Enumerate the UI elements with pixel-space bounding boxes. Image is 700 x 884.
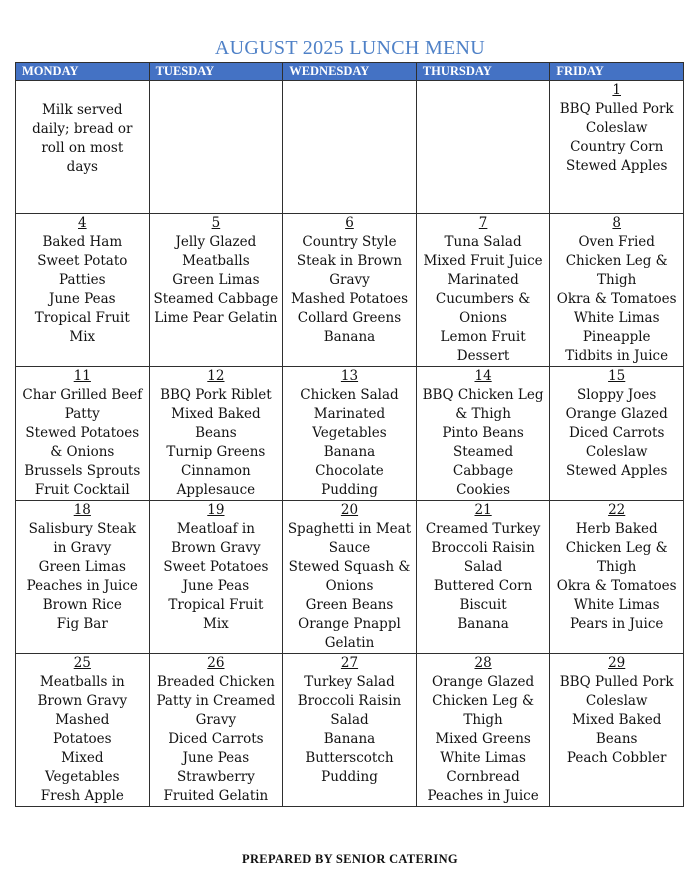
menu-item: Country Style: [302, 234, 397, 250]
menu-item: BBQ Chicken Leg: [422, 387, 544, 403]
menu-item: Banana: [323, 444, 376, 460]
menu-item: Creamed Turkey: [425, 521, 541, 537]
menu-item: & Onions: [50, 444, 115, 460]
header-wednesday: WEDNESDAY: [283, 63, 417, 81]
menu-item: Country Corn: [570, 139, 664, 155]
menu-note: Milk served daily; bread or roll on most days: [32, 102, 133, 175]
day-cell: [416, 367, 550, 501]
menu-item: Meatballs: [182, 253, 250, 269]
menu-item: Gravy: [329, 272, 370, 288]
menu-item: Thigh: [597, 272, 637, 288]
day-number: 1: [612, 82, 621, 98]
day-number: 8: [612, 215, 621, 231]
menu-item: Mashed Potatoes: [290, 291, 408, 307]
menu-item: Fruited Gelatin: [163, 788, 269, 804]
menu-item: Brown Rice: [42, 597, 122, 613]
day-number: 5: [211, 215, 221, 231]
menu-item: Oven Fried: [578, 234, 655, 250]
menu-item: Brussels Sprouts: [24, 463, 141, 479]
menu-item: Sauce: [328, 540, 371, 556]
menu-item: Stewed Squash &: [288, 559, 411, 575]
menu-item: Fruit Cocktail: [34, 482, 130, 498]
menu-item: Banana: [323, 731, 376, 747]
menu-item: Coleslaw: [585, 693, 648, 709]
menu-item: Diced Carrots: [568, 425, 665, 441]
day-cell: [550, 367, 684, 501]
week-row: [16, 214, 684, 367]
day-cell: [550, 654, 684, 807]
week-row: [16, 367, 684, 501]
menu-item: Tuna Salad: [444, 234, 522, 250]
day-number: 28: [474, 655, 492, 671]
menu-item: Patty: [64, 406, 100, 422]
menu-item: in Gravy: [53, 540, 112, 556]
menu-item: Lime Pear Gelatin: [154, 310, 278, 326]
menu-item: Diced Carrots: [168, 731, 264, 747]
menu-item: Chicken Salad: [300, 387, 399, 403]
menu-item: Fig Bar: [56, 616, 108, 632]
menu-item: Mixed Fruit Juice: [423, 253, 543, 269]
menu-item: Vegetables: [312, 425, 387, 441]
menu-item: & Thigh: [455, 406, 511, 422]
menu-item: Turkey Salad: [304, 674, 395, 690]
menu-item: Mixed Greens: [435, 731, 531, 747]
day-cell: [149, 367, 283, 501]
day-number: 7: [478, 215, 488, 231]
day-cell: [283, 214, 417, 367]
menu-item: Marinated: [447, 272, 519, 288]
menu-item: Peach Cobbler: [566, 750, 667, 766]
menu-item: Brown Gravy: [171, 540, 261, 556]
day-cell: [16, 81, 150, 214]
header-friday: FRIDAY: [550, 63, 684, 81]
menu-item: Cabbage: [452, 463, 514, 479]
menu-item: Onions: [459, 310, 507, 326]
menu-item: BBQ Pulled Pork: [559, 674, 674, 690]
day-cell: [16, 367, 150, 501]
menu-item: Biscuit: [459, 597, 507, 613]
menu-item: Okra & Tomatoes: [556, 578, 677, 594]
menu-item: Pudding: [321, 769, 378, 785]
menu-item: Mix: [203, 616, 229, 632]
menu-item: Pudding: [321, 482, 378, 498]
menu-item: Gelatin: [324, 635, 375, 651]
menu-item: White Limas: [440, 750, 526, 766]
day-cell: [149, 81, 283, 214]
menu-item: Orange Pnappl: [298, 616, 401, 632]
menu-item: Chicken Leg &: [565, 253, 668, 269]
menu-item: Okra & Tomatoes: [556, 291, 677, 307]
menu-item: Steamed Cabbage: [153, 291, 279, 307]
menu-item: Mashed: [55, 712, 110, 728]
menu-item: Chicken Leg &: [565, 540, 668, 556]
day-number: 12: [207, 368, 225, 384]
menu-item: Tropical Fruit: [168, 597, 264, 613]
menu-item: Cookies: [456, 482, 511, 498]
day-number: 27: [340, 655, 359, 671]
menu-item: Thigh: [463, 712, 503, 728]
menu-item: Banana: [323, 329, 376, 345]
header-thursday: THURSDAY: [416, 63, 550, 81]
menu-item: Baked Ham: [42, 234, 123, 250]
menu-item: Green Limas: [172, 272, 260, 288]
menu-item: Tropical Fruit: [34, 310, 130, 326]
day-cell: [283, 367, 417, 501]
menu-item: Mix: [69, 329, 96, 345]
menu-item: Green Limas: [38, 559, 126, 575]
menu-item: Peaches in Juice: [26, 578, 138, 594]
menu-item: Gravy: [195, 712, 237, 728]
day-cell: [416, 214, 550, 367]
menu-item: Collard Greens: [297, 310, 402, 326]
day-cell: [416, 501, 550, 654]
menu-item: Pinto Beans: [442, 425, 524, 441]
menu-item: Coleslaw: [585, 120, 648, 136]
day-number: 13: [340, 368, 359, 384]
day-number: 4: [78, 215, 87, 231]
menu-item: Spaghetti in Meat: [287, 521, 412, 537]
menu-item: Breaded Chicken: [157, 674, 275, 690]
week-row: [16, 81, 684, 214]
menu-item: Vegetables: [45, 769, 120, 785]
day-number: 26: [207, 655, 225, 671]
menu-item: Jelly Glazed: [175, 234, 257, 250]
day-cell: [550, 214, 684, 367]
menu-item: Beans: [195, 425, 237, 441]
footer-prepared-by: PREPARED BY SENIOR CATERING: [242, 852, 458, 866]
day-number: 11: [73, 368, 91, 384]
menu-item: Broccoli Raisin: [431, 540, 535, 556]
menu-item: Sloppy Joes: [577, 387, 657, 403]
day-cell: [416, 81, 550, 214]
menu-item: Chocolate: [315, 463, 384, 479]
header-monday: MONDAY: [16, 63, 150, 81]
day-cell: [283, 501, 417, 654]
menu-item: Potatoes: [52, 731, 112, 747]
menu-item: Pineapple: [582, 329, 651, 345]
menu-item: Mixed Baked: [171, 406, 261, 422]
day-cell: [16, 654, 150, 807]
menu-item: Applesauce: [176, 482, 256, 498]
menu-item: Orange Glazed: [565, 406, 668, 422]
day-cell: [283, 654, 417, 807]
day-number: 20: [340, 502, 359, 518]
menu-item: Char Grilled Beef: [22, 387, 143, 403]
day-number: 21: [474, 502, 492, 518]
day-cell: [149, 501, 283, 654]
menu-item: Pears in Juice: [569, 616, 664, 632]
day-cell: [16, 214, 150, 367]
menu-item: Dessert: [456, 348, 510, 364]
menu-item: Coleslaw: [585, 444, 648, 460]
menu-item: Onions: [325, 578, 374, 594]
week-row: [16, 501, 684, 654]
menu-item: White Limas: [573, 310, 660, 326]
day-cell: [149, 654, 283, 807]
day-number: 25: [73, 655, 91, 671]
menu-item: Broccoli Raisin: [297, 693, 402, 709]
menu-item: Salad: [330, 712, 369, 728]
menu-item: Steak in Brown: [296, 253, 403, 269]
menu-item: Stewed Apples: [565, 158, 668, 174]
menu-item: Salad: [463, 559, 503, 575]
header-tuesday: TUESDAY: [149, 63, 283, 81]
menu-item: Patties: [58, 272, 106, 288]
week-row: [16, 654, 684, 807]
menu-item: Meatloaf in: [176, 521, 255, 537]
weekday-header-row: [16, 63, 684, 81]
day-cell: [283, 81, 417, 214]
menu-item: Orange Glazed: [432, 674, 535, 690]
menu-item: Fresh Apple: [40, 788, 124, 804]
menu-item: Steamed: [453, 444, 514, 460]
menu-item: Peaches in Juice: [427, 788, 539, 804]
menu-item: Mixed: [61, 750, 104, 766]
menu-item: Salisbury Steak: [28, 521, 137, 537]
menu-item: Mixed Baked: [571, 712, 662, 728]
day-number: 29: [608, 655, 626, 671]
day-number: 22: [608, 502, 626, 518]
menu-item: Marinated: [313, 406, 386, 422]
menu-item: White Limas: [573, 597, 660, 613]
menu-item: June Peas: [49, 291, 116, 307]
menu-item: Patty in Creamed: [156, 693, 276, 709]
day-cell: [16, 501, 150, 654]
day-number: 19: [207, 502, 225, 518]
menu-item: Turnip Greens: [166, 444, 266, 460]
menu-item: Meatballs in: [39, 674, 125, 690]
menu-item: June Peas: [182, 750, 250, 766]
menu-item: Cinnamon: [181, 463, 251, 479]
menu-item: Lemon Fruit: [440, 329, 526, 345]
day-cell: [550, 501, 684, 654]
menu-item: Thigh: [597, 559, 637, 575]
menu-item: June Peas: [182, 578, 250, 594]
day-number: 14: [474, 368, 492, 384]
page-title: AUGUST 2025 LUNCH MENU: [214, 37, 486, 59]
menu-item: Beans: [595, 731, 638, 747]
menu-item: Herb Baked: [575, 521, 658, 537]
day-number: 15: [608, 368, 626, 384]
menu-item: Stewed Apples: [565, 463, 668, 479]
day-number: 18: [73, 502, 91, 518]
day-cell: [550, 81, 684, 214]
day-cell: [416, 654, 550, 807]
menu-item: Stewed Potatoes: [25, 425, 140, 441]
menu-item: Brown Gravy: [37, 693, 128, 709]
menu-item: Sweet Potatoes: [163, 559, 269, 575]
day-number: 6: [345, 215, 354, 231]
menu-item: Strawberry: [176, 769, 255, 785]
menu-item: Cornbread: [446, 769, 520, 785]
menu-item: Tidbits in Juice: [565, 348, 669, 364]
menu-item: Banana: [457, 616, 509, 632]
day-cell: [149, 214, 283, 367]
menu-item: Butterscotch: [305, 750, 394, 766]
menu-item: Chicken Leg &: [432, 693, 535, 709]
menu-item: Cucumbers &: [435, 291, 531, 307]
menu-item: Green Beans: [305, 597, 394, 613]
menu-item: Sweet Potato: [37, 253, 128, 269]
menu-item: BBQ Pork Riblet: [160, 387, 272, 403]
menu-item: BBQ Pulled Pork: [559, 101, 674, 117]
lunch-menu-calendar: [15, 62, 684, 807]
menu-item: Buttered Corn: [433, 578, 533, 594]
